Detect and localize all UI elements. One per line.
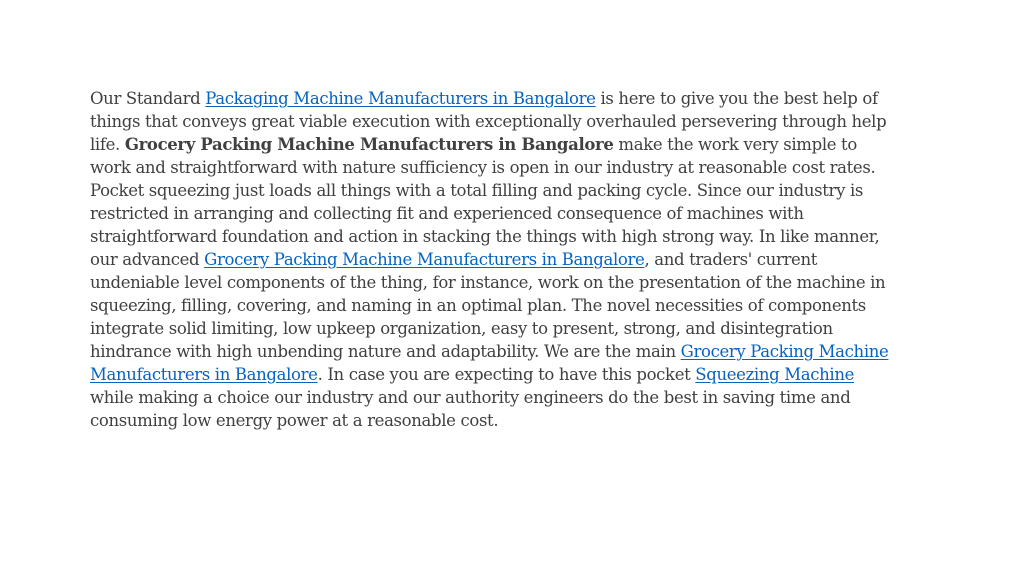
paragraph-text: , and traders' current undeniable level components of the thing, for instance, work on the presentation of the machine in squeezing, filling, covering, and naming in an optimal plan. The novel necessities of components integrate solid limiting, low upkeep organization, easy to present, strong, and disintegration hindrance with high unbending nature and adaptability. We are the main (90, 250, 886, 361)
bold-phrase: Grocery Packing Machine Manufacturers in Bangalore (124, 135, 614, 154)
paragraph-text: make the work very simple to work and straightforward with nature sufficiency is open in our industry at reasonable cost rates. Pocket squeezing just loads all things with a total filling and packing cycle. Since our industry is restricted in arranging and collecting fit and experienced consequence of machines with straightforward foundation and action in stacking the things with high strong way. In like manner, our advanced (90, 135, 880, 269)
paragraph-text: Our Standard (90, 89, 206, 108)
squeezing-machine-link[interactable]: Squeezing Machine (695, 365, 855, 384)
grocery-packing-machine-link[interactable]: Grocery Packing Machine Manufacturers in Bangalore (90, 342, 889, 384)
paragraph-text: is here to give you the best help of things that conveys great viable execution with exceptionally overhauled persevering through help life. (90, 89, 887, 154)
packaging-machine-link[interactable]: Packaging Machine Manufacturers in Bangalore (205, 89, 596, 108)
paragraph-text: . In case you are expecting to have this pocket (317, 365, 696, 384)
paragraph-text: while making a choice our industry and our authority engineers do the best in saving time and consuming low energy power at a reasonable cost. (90, 388, 851, 430)
body-paragraph (90, 87, 898, 432)
grocery-packing-machine-link[interactable]: Grocery Packing Machine Manufacturers in Bangalore (204, 250, 645, 269)
